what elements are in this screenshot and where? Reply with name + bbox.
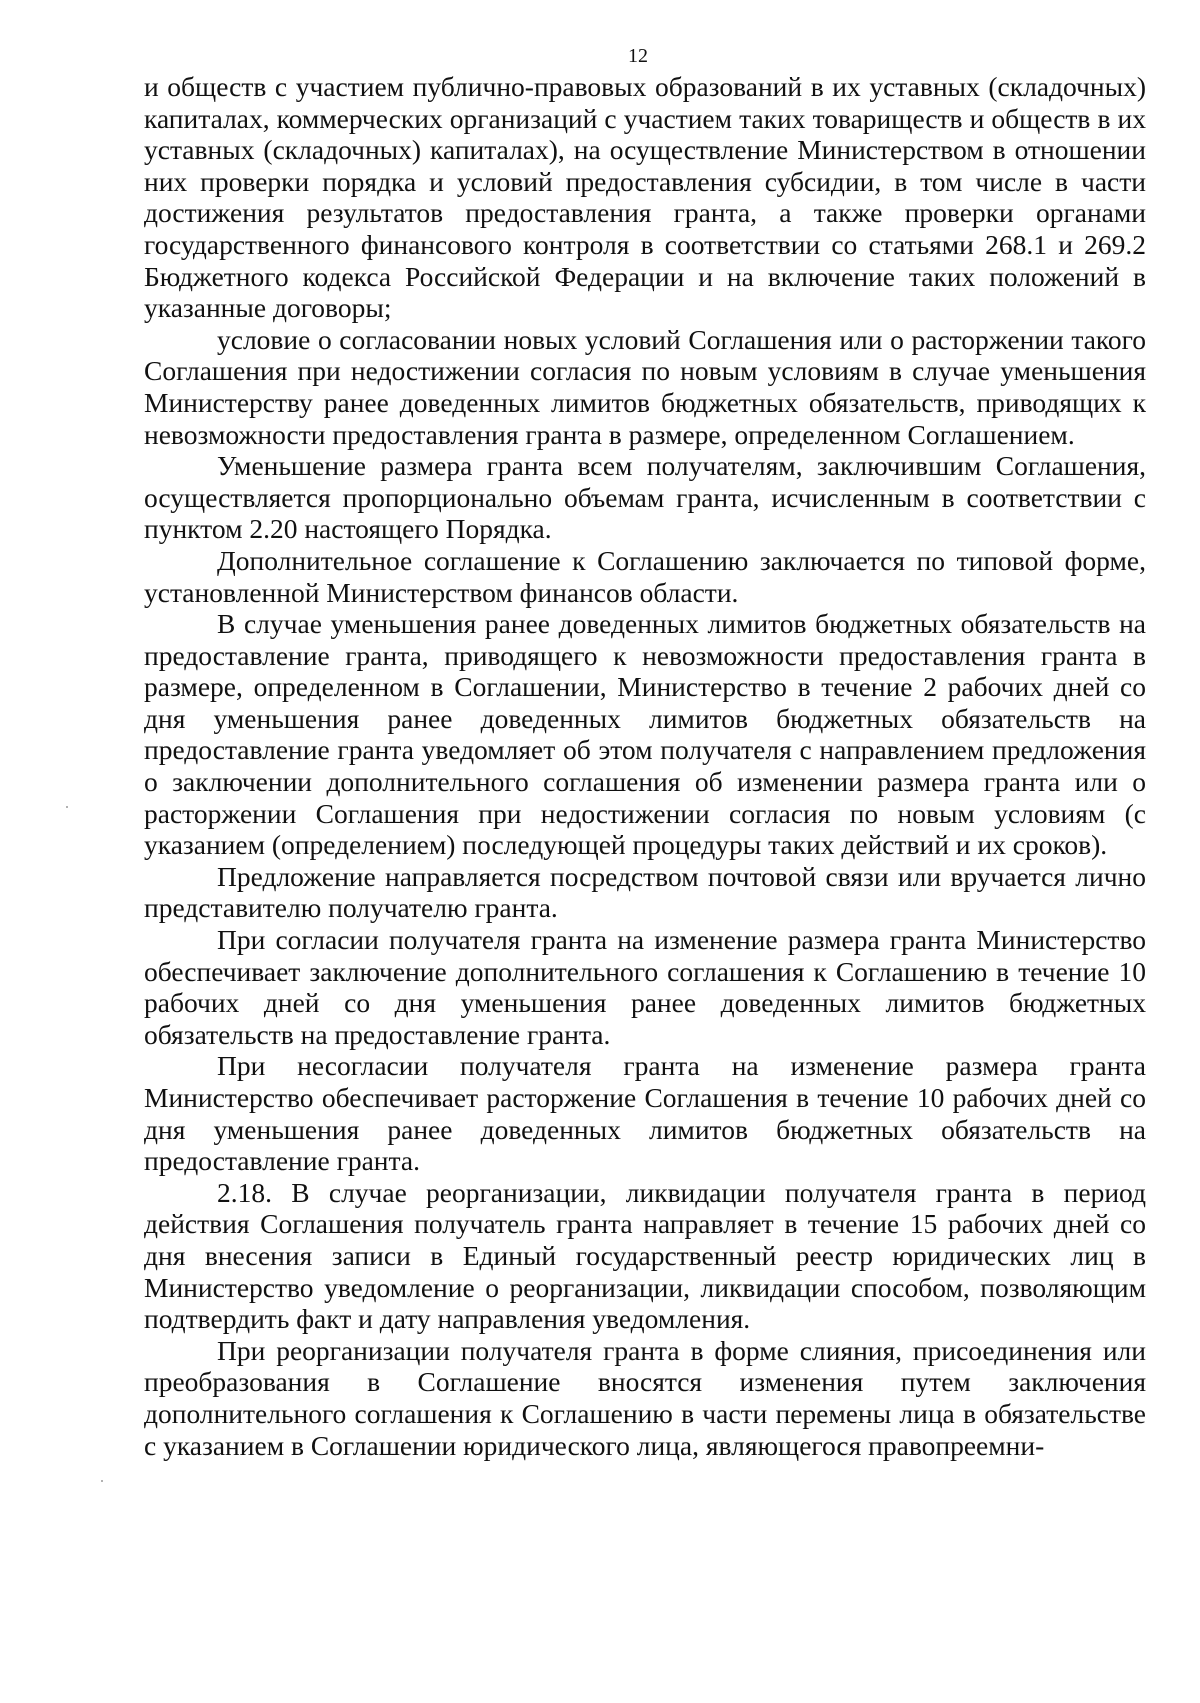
paragraph-continuation: и обществ с участием публично-правовых образований в их уставных (складочных) капиталах, коммерческих организаций с участием таких товариществ и обществ в их уставных (складочных) капиталах), на осуществление Министерством в отношении них проверки порядка и условий предоставления субсидии, в том числе в части достижения результатов предоставления гранта, а также проверки органами государственного финансового контроля в соответствии со статьями 268.1 и 269.2 Бюджетного кодекса Российской Федерации и на включение таких положений в указанные договоры; [144,71,1146,324]
scan-speck [66,806,68,808]
paragraph-proposal-delivery: Предложение направляется посредством почтовой связи или вручается лично представителю получателю гранта. [144,860,1146,924]
paragraph-recipient-disagreement: При несогласии получателя гранта на изменение размера гранта Министерство обеспечивает расторжение Соглашения в течение 10 рабочих дней со дня уменьшения ранее доведенных лимитов бюджетных обязательств на предоставление гранта. [144,1050,1146,1177]
paragraph-section-2-18: 2.18. В случае реорганизации, ликвидации получателя гранта в период действия Соглашения получатель гранта направляет в течение 15 рабочих дней со дня внесения записи в Единый государственный реестр юридических лиц в Министерство уведомление о реорганизации, ликвидации способом, позволяющим подтвердить факт и дату направления уведомления. [144,1176,1146,1335]
paragraph-reorganization: При реорганизации получателя гранта в форме слияния, присоединения или преобразования в Соглашение вносятся изменения путем заключения дополнительного соглашения к Соглашению в части перемены лица в обязательстве с указанием в Соглашении юридического лица, являющегося правопреемни- [144,1334,1146,1461]
paragraph-additional-agreement: Дополнительное соглашение к Соглашению заключается по типовой форме, установленной Министерством финансов области. [144,544,1146,608]
paragraph-limits-reduction: В случае уменьшения ранее доведенных лимитов бюджетных обязательств на предоставление гранта, приводящего к невозможности предоставления гранта в размере, определенном в Соглашении, Министерство в течение 2 рабочих дней со дня уменьшения ранее доведенных лимитов бюджетных обязательств на предоставление гранта уведомляет об этом получателя с направлением предложения о заключении дополнительного соглашения об изменении размера гранта или о расторжении Соглашения при недостижении согласия по новым условиям (с указанием (определением) последующей процедуры таких действий и их сроков). [144,608,1146,861]
paragraph-grant-reduction: Уменьшение размера гранта всем получателям, заключившим Соглашения, осуществляется пропорционально объемам гранта, исчисленным в соответствии с пунктом 2.20 настоящего Порядка. [144,450,1146,545]
paragraph-agreement-condition: условие о согласовании новых условий Соглашения или о расторжении такого Соглашения при недостижении согласия по новым условиям в случае уменьшения Министерству ранее доведенных лимитов бюджетных обязательств, приводящих к невозможности предоставления гранта в размере, определенном Соглашением. [144,323,1146,450]
page-number: 12 [628,45,648,67]
scan-speck [101,1480,103,1482]
document-body [144,71,1146,1461]
paragraph-recipient-consent: При согласии получателя гранта на изменение размера гранта Министерство обеспечивает заключение дополнительного соглашения к Соглашению в течение 10 рабочих дней со дня уменьшения ранее доведенных лимитов бюджетных обязательств на предоставление гранта. [144,924,1146,1050]
